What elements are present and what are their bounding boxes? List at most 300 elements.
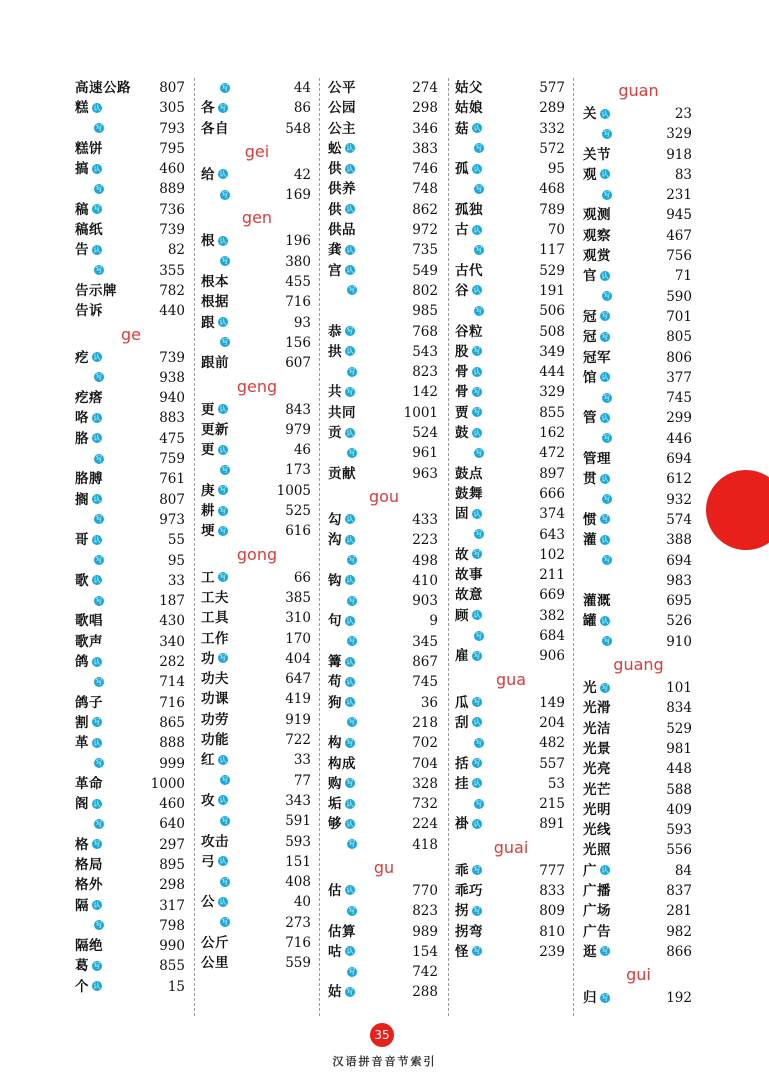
entry-word: 古代: [455, 262, 483, 279]
entry-word: 挂: [455, 775, 469, 792]
index-entry: [201, 292, 313, 312]
entry-page-number: 798: [159, 917, 185, 934]
entry-page-number: 36: [420, 694, 438, 711]
write-badge-icon: 写: [475, 448, 483, 457]
write-badge-icon: 写: [473, 759, 481, 767]
index-entry: [201, 420, 313, 440]
index-entry: [75, 220, 187, 240]
recognize-badge-icon: 认: [473, 367, 481, 376]
entry-page-number: 549: [412, 262, 438, 279]
entry-page-number: 807: [159, 491, 185, 508]
entry-page-number: 239: [539, 943, 565, 960]
recognize-badge-icon: 认: [346, 886, 354, 895]
entry-word: 故: [455, 546, 469, 563]
recognize-badge-icon: 认: [601, 535, 609, 544]
entry-page-number: 383: [412, 140, 438, 157]
entry-page-number: 529: [666, 720, 692, 737]
entry-word: 疙瘩: [75, 390, 103, 407]
page-footer: 汉语拼音音节索引: [332, 1055, 437, 1068]
syllable-heading: gui: [626, 965, 651, 985]
index-entry: [201, 501, 313, 521]
entry-word: 括: [455, 755, 469, 772]
entry-page-number: 574: [666, 511, 692, 528]
index-entry: [328, 382, 440, 402]
index-entry: [455, 119, 567, 139]
recognize-badge-icon: 认: [93, 245, 101, 254]
index-entry: [583, 490, 694, 510]
syllable-heading: ge: [121, 324, 141, 344]
entry-word: 光芒: [583, 781, 611, 798]
entry-page-number: 548: [285, 120, 311, 137]
entry-page-number: 282: [159, 654, 185, 671]
index-entry: [455, 484, 567, 504]
index-entry: [583, 881, 694, 901]
index-entry: [201, 231, 313, 251]
index-entry: [75, 632, 187, 652]
entry-page-number: 455: [285, 274, 311, 291]
index-entry: [455, 626, 567, 646]
recognize-badge-icon: 认: [601, 170, 609, 179]
entry-page-number: 888: [159, 735, 185, 752]
entry-page-number: 526: [666, 613, 692, 630]
index-entry: [328, 794, 440, 814]
entry-page-number: 694: [666, 451, 692, 468]
entry-word: 弓: [201, 853, 215, 870]
entry-page-number: 973: [159, 511, 185, 528]
entry-word: 胳膊: [75, 471, 103, 488]
index-entry: [583, 368, 694, 388]
entry-page-number: 53: [547, 775, 565, 792]
recognize-badge-icon: 认: [219, 236, 227, 245]
write-badge-icon: 写: [95, 921, 103, 930]
entry-page-number: 42: [293, 166, 311, 183]
entry-page-number: 154: [412, 943, 438, 960]
entry-word: 篝: [328, 654, 342, 671]
recognize-badge-icon: 认: [346, 535, 354, 544]
entry-word: 馆: [583, 369, 597, 386]
entry-word: 谷: [455, 282, 469, 299]
entry-word: 割: [75, 714, 89, 731]
index-entry: [75, 261, 187, 281]
recognize-badge-icon: 认: [93, 495, 101, 504]
entry-word: 冠: [583, 329, 597, 346]
entry-page-number: 231: [666, 187, 692, 204]
entry-page-number: 299: [666, 410, 692, 427]
entry-word: 贯: [583, 471, 597, 488]
write-badge-icon: 写: [95, 515, 103, 524]
recognize-badge-icon: 认: [93, 657, 101, 666]
entry-page-number: 802: [412, 282, 438, 299]
recognize-badge-icon: 认: [473, 286, 481, 295]
index-entry: [201, 730, 313, 750]
write-badge-icon: 写: [348, 637, 356, 646]
entry-page-number: 223: [412, 532, 438, 549]
entry-page-number: 716: [285, 294, 311, 311]
index-entry: [75, 449, 187, 469]
index-entry: [583, 551, 694, 571]
entry-word: 逛: [583, 943, 597, 960]
entry-page-number: 9: [429, 613, 438, 630]
entry-word: 姑父: [455, 80, 483, 96]
index-entry: [455, 713, 567, 733]
index-entry: [455, 362, 567, 382]
entry-page-number: 891: [539, 816, 565, 833]
entry-word: 隔: [75, 897, 89, 914]
entry-page-number: 1005: [276, 482, 311, 499]
recognize-badge-icon: 认: [219, 796, 227, 805]
entry-word: 姑娘: [455, 100, 483, 117]
index-entry: [201, 933, 313, 953]
index-entry: [583, 840, 694, 860]
entry-page-number: 298: [159, 877, 185, 894]
index-entry: [328, 901, 440, 921]
index-entry: [583, 571, 694, 591]
entry-word: 供: [328, 161, 342, 178]
entry-word: 攻: [201, 792, 215, 809]
entry-page-number: 55: [167, 532, 185, 549]
entry-page-number: 187: [159, 593, 185, 610]
entry-word: 公里: [201, 955, 229, 972]
entry-page-number: 355: [159, 262, 185, 279]
entry-page-number: 83: [674, 166, 692, 183]
entry-word: 稿纸: [75, 222, 103, 239]
entry-word: 功课: [201, 691, 229, 708]
index-entry: [583, 942, 694, 962]
entry-word: 糕: [75, 100, 89, 117]
entry-page-number: 607: [285, 355, 311, 372]
index-entry: [328, 362, 440, 382]
recognize-badge-icon: 认: [473, 509, 481, 518]
index-entry: [328, 119, 440, 139]
write-badge-icon: 写: [221, 877, 229, 886]
index-entry: [455, 301, 567, 321]
index-entry: [75, 429, 187, 449]
recognize-badge-icon: 认: [601, 271, 609, 280]
write-badge-icon: 写: [601, 332, 609, 341]
write-badge-icon: 写: [601, 515, 609, 524]
entry-word: 褂: [455, 816, 469, 833]
index-entry: [583, 185, 694, 205]
write-badge-icon: 写: [95, 373, 103, 382]
entry-page-number: 938: [159, 369, 185, 386]
entry-page-number: 328: [412, 775, 438, 792]
entry-page-number: 862: [412, 201, 438, 218]
entry-page-number: 15: [167, 978, 185, 995]
index-entry: [455, 545, 567, 565]
write-badge-icon: 写: [219, 573, 227, 582]
entry-word: 观测: [583, 207, 611, 224]
entry-page-number: 704: [412, 755, 438, 772]
write-badge-icon: 写: [475, 245, 483, 254]
recognize-badge-icon: 认: [93, 982, 101, 991]
entry-page-number: 101: [666, 680, 692, 697]
entry-page-number: 274: [412, 80, 438, 96]
entry-page-number: 809: [539, 903, 565, 920]
write-badge-icon: 写: [221, 257, 229, 266]
entry-page-number: 46: [293, 442, 311, 459]
entry-word: 孤独: [455, 201, 483, 218]
index-entry: [583, 678, 694, 698]
write-badge-icon: 写: [603, 393, 611, 402]
entry-page-number: 332: [539, 120, 565, 137]
entry-page-number: 716: [285, 934, 311, 951]
entry-page-number: 616: [285, 523, 311, 540]
entry-word: 根: [201, 233, 215, 250]
write-badge-icon: 写: [348, 840, 356, 849]
entry-page-number: 343: [285, 792, 311, 809]
entry-word: 沟: [328, 532, 342, 549]
index-entry: [75, 571, 187, 591]
entry-word: 更: [201, 401, 215, 418]
index-entry: [75, 78, 187, 98]
entry-page-number: 173: [285, 462, 311, 479]
entry-page-number: 472: [539, 445, 565, 462]
recognize-badge-icon: 认: [473, 164, 481, 173]
index-entry: [328, 922, 440, 942]
entry-page-number: 33: [293, 752, 311, 769]
entry-page-number: 945: [666, 207, 692, 224]
entry-word: 鼓点: [455, 465, 483, 482]
recognize-badge-icon: 认: [473, 611, 481, 620]
index-entry: [455, 240, 567, 260]
entry-word: 估: [328, 882, 342, 899]
entry-page-number: 557: [539, 755, 565, 772]
recognize-badge-icon: 认: [473, 428, 481, 437]
entry-page-number: 204: [539, 714, 565, 731]
write-badge-icon: 写: [346, 327, 354, 336]
write-badge-icon: 写: [348, 967, 356, 976]
entry-word: 公主: [328, 120, 356, 137]
column-divider: [194, 78, 195, 1016]
entry-word: 搞: [75, 161, 89, 178]
entry-page-number: 910: [666, 633, 692, 650]
write-badge-icon: 写: [348, 596, 356, 605]
index-entry: [328, 881, 440, 901]
entry-page-number: 418: [412, 836, 438, 853]
index-entry: [455, 78, 567, 98]
index-entry: [201, 78, 313, 98]
entry-word: 埂: [201, 523, 215, 540]
write-badge-icon: 写: [475, 738, 483, 747]
index-entry: [75, 611, 187, 631]
entry-page-number: 739: [159, 222, 185, 239]
write-badge-icon: 写: [219, 526, 227, 535]
index-entry: [75, 490, 187, 510]
index-entry: [201, 353, 313, 373]
entry-word: 估算: [328, 923, 356, 940]
index-entry: [75, 713, 187, 733]
index-entry: [583, 246, 694, 266]
recognize-badge-icon: 认: [346, 205, 354, 214]
entry-word: 怪: [455, 943, 469, 960]
index-entry: [455, 423, 567, 443]
entry-page-number: 117: [539, 242, 565, 259]
index-entry: [201, 588, 313, 608]
entry-page-number: 669: [539, 587, 565, 604]
write-badge-icon: 写: [93, 840, 101, 849]
entry-page-number: 408: [285, 874, 311, 891]
column-divider: [319, 78, 320, 1016]
entry-word: 瓜: [455, 694, 469, 711]
index-entry: [328, 713, 440, 733]
write-badge-icon: 写: [473, 387, 481, 396]
entry-page-number: 883: [159, 410, 185, 427]
index-entry: [455, 220, 567, 240]
index-entry: [455, 322, 567, 342]
entry-page-number: 460: [159, 161, 185, 178]
recognize-badge-icon: 认: [93, 103, 101, 112]
index-entry: [583, 820, 694, 840]
write-badge-icon: 写: [219, 103, 227, 112]
write-badge-icon: 写: [473, 906, 481, 915]
entry-page-number: 385: [285, 589, 311, 606]
entry-page-number: 701: [666, 308, 692, 325]
entry-word: 灌: [583, 532, 597, 549]
index-entry: [583, 698, 694, 718]
entry-word: 供品: [328, 222, 356, 239]
entry-page-number: 647: [285, 671, 311, 688]
entry-word: 公园: [328, 100, 356, 117]
write-badge-icon: 写: [93, 205, 101, 214]
index-entry: [75, 896, 187, 916]
index-entry: [583, 611, 694, 631]
entry-word: 构: [328, 735, 342, 752]
entry-page-number: 577: [539, 80, 565, 96]
entry-word: 宫: [328, 262, 342, 279]
write-badge-icon: 写: [95, 556, 103, 565]
index-entry: [201, 872, 313, 892]
entry-page-number: 989: [412, 923, 438, 940]
recognize-badge-icon: 认: [346, 616, 354, 625]
index-entry: [75, 652, 187, 672]
entry-page-number: 865: [159, 714, 185, 731]
entry-page-number: 377: [666, 369, 692, 386]
write-badge-icon: 写: [475, 184, 483, 193]
index-entry: [455, 774, 567, 794]
index-entry: [328, 962, 440, 982]
write-badge-icon: 写: [221, 190, 229, 199]
recognize-badge-icon: 认: [346, 657, 354, 666]
entry-word: 工夫: [201, 589, 229, 606]
index-column-3: [328, 78, 440, 1003]
entry-page-number: 805: [666, 329, 692, 346]
index-entry: [328, 754, 440, 774]
entry-word: 告: [75, 242, 89, 259]
write-badge-icon: 写: [221, 338, 229, 347]
entry-word: 公: [201, 894, 215, 911]
entry-word: 关节: [583, 146, 611, 163]
entry-word: 姑: [328, 984, 342, 1001]
write-badge-icon: 写: [95, 124, 103, 133]
recognize-badge-icon: 认: [93, 901, 101, 910]
entry-page-number: 448: [666, 761, 692, 778]
entry-page-number: 467: [666, 227, 692, 244]
index-entry: [75, 510, 187, 530]
index-entry: [201, 119, 313, 139]
index-entry: [455, 159, 567, 179]
entry-page-number: 86: [293, 100, 311, 117]
write-badge-icon: 写: [473, 408, 481, 417]
index-entry: [328, 982, 440, 1002]
entry-page-number: 793: [159, 120, 185, 137]
index-entry: [75, 672, 187, 692]
entry-word: 骨: [455, 384, 469, 401]
write-badge-icon: 写: [475, 631, 483, 640]
write-badge-icon: 写: [348, 367, 356, 376]
index-entry: [583, 266, 694, 286]
entry-word: 歌: [75, 572, 89, 589]
index-entry: [583, 145, 694, 165]
entry-word: 工: [201, 569, 215, 586]
entry-page-number: 196: [285, 233, 311, 250]
write-badge-icon: 写: [95, 759, 103, 767]
entry-word: 冠: [583, 308, 597, 325]
index-entry: [328, 464, 440, 484]
index-entry: [328, 261, 440, 281]
index-entry: [455, 443, 567, 463]
entry-word: 工作: [201, 630, 229, 647]
index-entry: [328, 78, 440, 98]
entry-word: 告诉: [75, 303, 103, 320]
entry-word: 格局: [75, 856, 103, 873]
index-entry: [75, 956, 187, 976]
index-entry: [201, 185, 313, 205]
syllable-heading: gu: [373, 857, 395, 877]
index-entry: [75, 875, 187, 895]
entry-word: 灌溉: [583, 593, 611, 610]
entry-page-number: 745: [666, 390, 692, 407]
write-badge-icon: 写: [348, 286, 356, 295]
entry-page-number: 169: [285, 187, 311, 204]
entry-page-number: 410: [412, 572, 438, 589]
write-badge-icon: 写: [348, 906, 356, 915]
syllable-heading: geng: [236, 376, 278, 396]
entry-page-number: 162: [539, 425, 565, 442]
index-entry: [201, 689, 313, 709]
entry-word: 管: [583, 410, 597, 427]
entry-page-number: 71: [674, 268, 692, 285]
entry-page-number: 525: [285, 503, 311, 520]
write-badge-icon: 写: [473, 698, 481, 707]
index-entry: [328, 591, 440, 611]
index-entry: [328, 98, 440, 118]
entry-page-number: 742: [412, 964, 438, 981]
index-entry: [201, 481, 313, 501]
entry-page-number: 895: [159, 856, 185, 873]
entry-word: 个: [75, 978, 89, 995]
index-entry: [583, 124, 694, 144]
entry-page-number: 834: [666, 700, 692, 717]
entry-page-number: 556: [666, 842, 692, 859]
entry-page-number: 961: [412, 445, 438, 462]
write-badge-icon: 写: [603, 190, 611, 199]
entry-page-number: 1001: [403, 404, 438, 421]
entry-word: 观: [583, 166, 597, 183]
entry-page-number: 77: [293, 772, 311, 789]
entry-word: 光明: [583, 801, 611, 818]
index-entry: [75, 693, 187, 713]
index-entry: [201, 791, 313, 811]
index-entry: [328, 510, 440, 530]
index-entry: [455, 585, 567, 605]
index-entry: [75, 754, 187, 774]
index-entry: [455, 754, 567, 774]
index-entry: [75, 794, 187, 814]
syllable-heading: gua: [495, 669, 527, 689]
entry-page-number: 979: [285, 421, 311, 438]
index-entry: [583, 388, 694, 408]
index-entry: [75, 733, 187, 753]
